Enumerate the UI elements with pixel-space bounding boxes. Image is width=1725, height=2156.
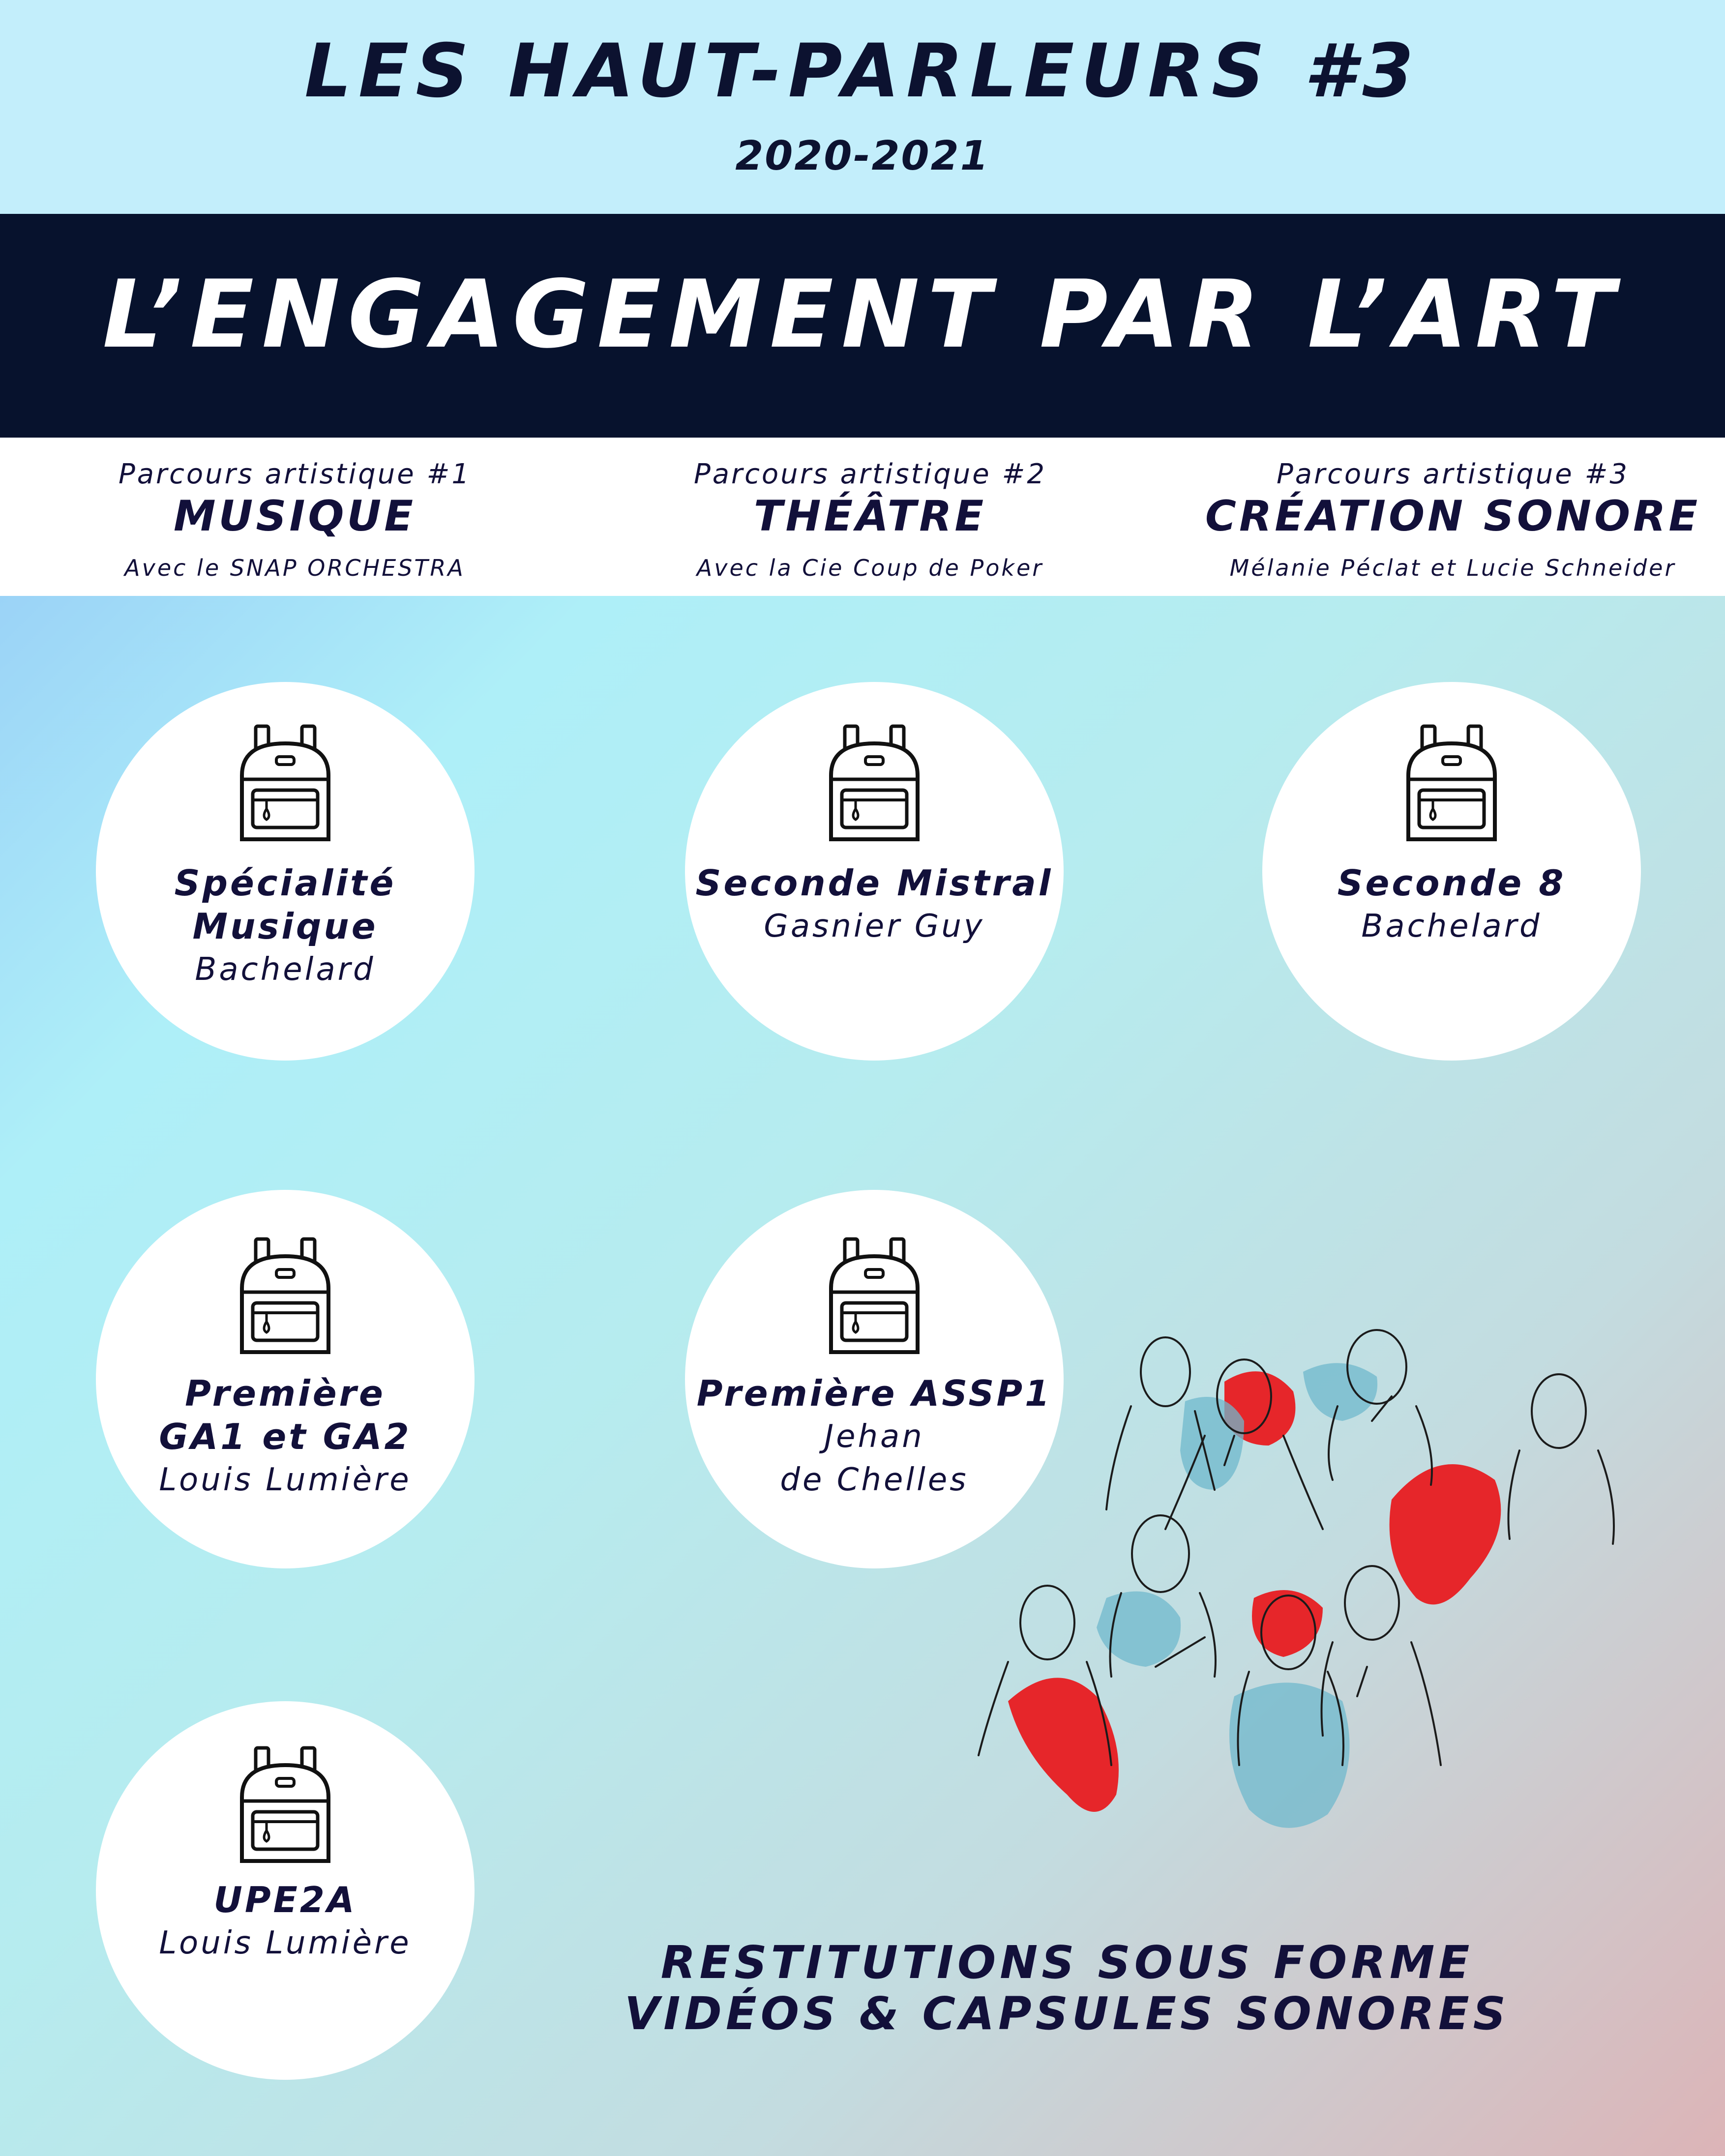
school-name: Jehan (824, 1418, 924, 1455)
class-card-specialite-musique (96, 682, 475, 1061)
school-name: Bachelard (195, 951, 376, 988)
track-creation-sonore (1165, 438, 1725, 596)
track-partner: Avec la Cie Coup de Poker (696, 555, 1044, 581)
footer-line: VIDÉOS & CAPSULES SONORES (625, 1987, 1510, 2040)
track-name: MUSIQUE (173, 492, 416, 541)
backpack-icon (825, 721, 923, 844)
track-label: Parcours artistique #3 (1276, 458, 1630, 490)
class-card-upe2a (96, 1701, 475, 2080)
banner-title: L’ENGAGEMENT PAR L’ART (102, 260, 1623, 369)
backpack-icon (236, 1234, 334, 1357)
class-card-seconde-mistral (685, 682, 1064, 1061)
class-name: Musique (192, 906, 378, 947)
track-name: CRÉATION SONORE (1205, 492, 1701, 541)
school-name: Louis Lumière (159, 1925, 412, 1961)
backpack-icon (236, 1743, 334, 1866)
track-label: Parcours artistique #1 (118, 458, 472, 490)
class-name: Première (185, 1373, 386, 1414)
school-name: Louis Lumière (159, 1462, 412, 1498)
class-name: Seconde Mistral (695, 862, 1053, 904)
footer-text (615, 1937, 1519, 2039)
class-name: UPE2A (213, 1879, 357, 1920)
school-name: Gasnier Guy (764, 908, 985, 945)
track-partner: Avec le SNAP ORCHESTRA (124, 555, 465, 581)
school-name: de Chelles (780, 1462, 969, 1498)
track-theatre (583, 438, 1158, 596)
page-title: LES HAUT-PARLEURS #3 (304, 29, 1421, 114)
track-label: Parcours artistique #2 (693, 458, 1047, 490)
class-name: Seconde 8 (1337, 862, 1566, 904)
class-card-premiere-ga (96, 1190, 475, 1568)
footer-line: RESTITUTIONS SOUS FORME (660, 1936, 1474, 1989)
backpack-icon (236, 721, 334, 844)
class-name: GA1 et GA2 (159, 1416, 412, 1457)
class-card-seconde-8 (1262, 682, 1641, 1061)
track-musique (7, 438, 582, 596)
class-name: Spécialité (174, 862, 396, 904)
tracks-band (0, 438, 1725, 596)
backpack-icon (825, 1234, 923, 1357)
backpack-icon (1402, 721, 1501, 844)
track-partner: Mélanie Péclat et Lucie Schneider (1229, 555, 1676, 581)
year-label: 2020-2021 (735, 133, 990, 179)
school-name: Bachelard (1361, 908, 1542, 945)
singers-illustration (949, 1323, 1647, 1878)
track-name: THÉÂTRE (753, 492, 987, 541)
class-name: Première ASSP1 (696, 1373, 1052, 1414)
